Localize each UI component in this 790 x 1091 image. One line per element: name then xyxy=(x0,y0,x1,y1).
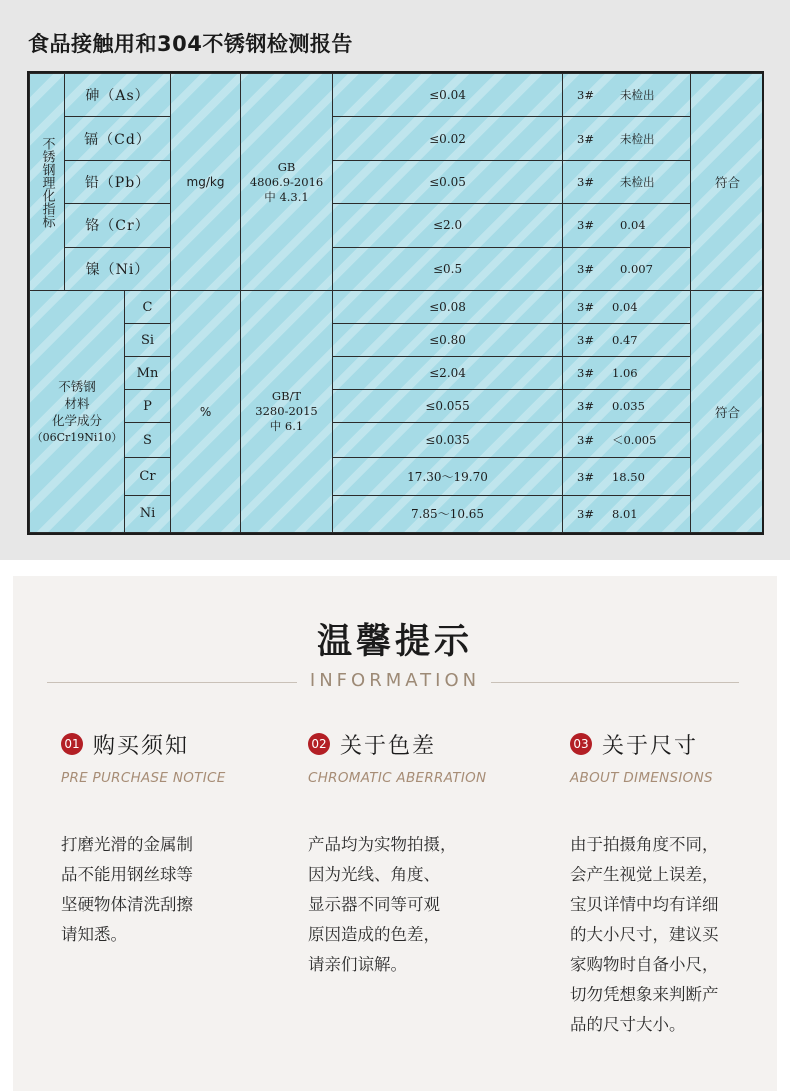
limit-cell: ≤0.80 xyxy=(333,324,563,357)
text-line: 坚硬物体清洗刮擦 xyxy=(61,895,193,914)
table-row xyxy=(30,495,765,532)
report-title: 食品接触用和304不锈钢检测报告 xyxy=(28,32,353,56)
table-row xyxy=(30,458,765,495)
text-line: 品不能用钢丝球等 xyxy=(61,865,193,884)
result-cell: 3# 8.01 xyxy=(563,495,691,532)
element-cell: P xyxy=(125,390,171,423)
element-cell: 铬（Cr） xyxy=(65,204,171,247)
table-row xyxy=(30,324,765,357)
column-title: 关于色差 xyxy=(340,733,437,759)
limit-cell: ≤0.055 xyxy=(333,390,563,423)
limit-cell: ≤0.035 xyxy=(333,423,563,458)
text-line: 的大小尺寸，建议买 xyxy=(570,925,719,944)
element-cell: S xyxy=(125,423,171,458)
number-badge: 01 xyxy=(61,733,83,755)
number-badge: 03 xyxy=(570,733,592,755)
limit-cell: 7.85～10.65 xyxy=(333,495,563,532)
element-cell: Ni xyxy=(125,495,171,532)
standard-line: 3280-2015 xyxy=(255,404,318,419)
column-header xyxy=(308,728,518,760)
text-line: 打磨光滑的金属制 xyxy=(61,835,193,854)
material-line: 材料 xyxy=(64,395,90,411)
table-row xyxy=(30,423,765,458)
column-english-title: CHROMATIC ABERRATION xyxy=(308,770,487,786)
element-cell: 镉（Cd） xyxy=(65,117,171,160)
element-cell: 砷（As） xyxy=(65,74,171,117)
limit-cell: ≤2.0 xyxy=(333,204,563,247)
standard-line: 4806.9-2016 xyxy=(249,174,324,189)
element-cell: Cr xyxy=(125,458,171,495)
column-title: 关于尺寸 xyxy=(602,733,699,759)
column-english-title: PRE PURCHASE NOTICE xyxy=(61,770,226,786)
table-row xyxy=(30,160,765,203)
limit-cell: ≤0.08 xyxy=(333,291,563,324)
test-report-image xyxy=(27,71,764,535)
column-text xyxy=(61,830,271,950)
column-header xyxy=(61,728,271,760)
text-line: 由于拍摄角度不同， xyxy=(570,835,719,854)
size-column xyxy=(570,728,770,1040)
column-text xyxy=(308,830,518,980)
limit-cell: ≤2.04 xyxy=(333,357,563,390)
element-cell: C xyxy=(125,291,171,324)
result-cell: 3# 0.007 xyxy=(563,247,691,290)
column-text xyxy=(570,830,770,1040)
info-title: 温馨提示 xyxy=(316,622,473,662)
result-cell: 3# 未检出 xyxy=(563,117,691,160)
result-cell: 3# 18.50 xyxy=(563,458,691,495)
result-cell: 3# 0.035 xyxy=(563,390,691,423)
element-cell: 镍（Ni） xyxy=(65,247,171,290)
unit-cell: mg/kg xyxy=(171,74,241,291)
table-row xyxy=(30,291,765,324)
table-row xyxy=(30,390,765,423)
standard-line: 中 6.1 xyxy=(269,419,304,434)
material-line: 不锈钢 xyxy=(58,378,96,394)
limit-cell: ≤0.02 xyxy=(333,117,563,160)
column-english-title: ABOUT DIMENSIONS xyxy=(570,770,713,786)
element-cell: Mn xyxy=(125,357,171,390)
limit-cell: 17.30～19.70 xyxy=(333,458,563,495)
material-line: （06Cr19Ni10） xyxy=(31,430,123,444)
test-report-table xyxy=(29,73,764,533)
unit-cell: % xyxy=(171,291,241,533)
standard-line: GB xyxy=(277,159,296,174)
number-badge: 02 xyxy=(308,733,330,755)
text-line: 请知悉。 xyxy=(61,925,127,944)
text-line: 切勿凭想象来判断产 xyxy=(570,985,719,1004)
verdict-cell: 符合 xyxy=(691,291,764,533)
table-row xyxy=(30,247,765,290)
result-cell: 3# 未检出 xyxy=(563,160,691,203)
result-cell: 3# 未检出 xyxy=(563,74,691,117)
element-cell: 铅（Pb） xyxy=(65,160,171,203)
limit-cell: ≤0.04 xyxy=(333,74,563,117)
standard-line: 中 4.3.1 xyxy=(264,189,309,204)
verdict-cell: 符合 xyxy=(691,74,764,291)
result-cell: 3# 0.47 xyxy=(563,324,691,357)
result-cell: 3# 0.04 xyxy=(563,291,691,324)
table-row xyxy=(30,204,765,247)
text-line: 宝贝详情中均有详细 xyxy=(570,895,719,914)
text-line: 品的尺寸大小。 xyxy=(570,1015,686,1034)
text-line: 家购物时自备小尺， xyxy=(570,955,719,974)
notice-column xyxy=(61,728,271,950)
text-line: 显示器不同等可观 xyxy=(308,895,440,914)
table-row xyxy=(30,74,765,117)
limit-cell: ≤0.05 xyxy=(333,160,563,203)
result-cell: 3# 0.04 xyxy=(563,204,691,247)
result-cell: 3# ＜0.005 xyxy=(563,423,691,458)
text-line: 会产生视觉上误差， xyxy=(570,865,719,884)
text-line: 请亲们谅解。 xyxy=(308,955,407,974)
divider-right xyxy=(491,682,739,683)
column-title: 购买须知 xyxy=(93,733,190,759)
text-line: 产品均为实物拍摄， xyxy=(308,835,457,854)
table-row xyxy=(30,117,765,160)
column-header xyxy=(570,728,770,760)
standard-cell xyxy=(241,291,333,533)
table-row xyxy=(30,357,765,390)
limit-cell: ≤0.5 xyxy=(333,247,563,290)
text-line: 原因造成的色差， xyxy=(308,925,440,944)
information-section xyxy=(13,576,777,1091)
color-column xyxy=(308,728,518,980)
group1-label: 不锈钢理化指标 xyxy=(30,74,65,291)
text-line: 因为光线、角度、 xyxy=(308,865,440,884)
standard-cell xyxy=(241,74,333,291)
result-cell: 3# 1.06 xyxy=(563,357,691,390)
material-line: 化学成分 xyxy=(51,412,102,428)
element-cell: Si xyxy=(125,324,171,357)
standard-line: GB/T xyxy=(271,389,302,404)
group2-label xyxy=(30,291,125,533)
info-subtitle: INFORMATION xyxy=(309,670,481,691)
